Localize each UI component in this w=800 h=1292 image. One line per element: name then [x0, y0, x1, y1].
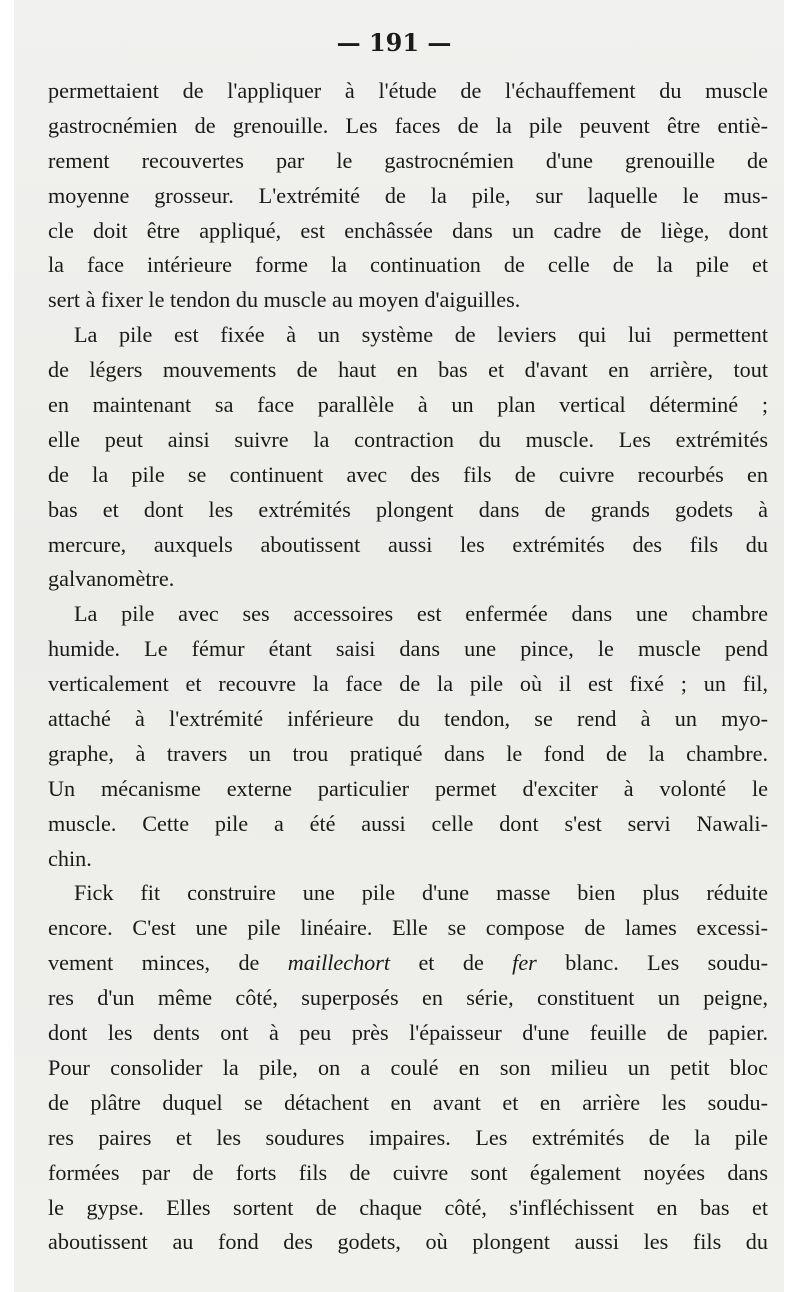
text-fragment: blanc. Les soudu- — [536, 950, 768, 976]
text-line: elle peut ainsi suivre la contraction du muscle. Les extrémités — [48, 426, 768, 452]
text-line: muscle. Cette pile a été aussi celle dont s'est servi Nawali- — [48, 810, 768, 836]
italic-term: fer — [512, 950, 537, 976]
text-line: La pile est fixée à un système de leviers qui lui permettent — [74, 322, 768, 348]
text-line: chin. — [48, 845, 92, 871]
text-line: en maintenant sa face parallèle à un plan vertical déterminé ; — [48, 392, 768, 418]
paragraph-4 — [48, 876, 768, 1260]
text-line: cle doit être appliqué, est enchâssée dans un cadre de liège, dont — [48, 217, 768, 243]
text-line: sert à fixer le tendon du muscle au moyen d'aiguilles. — [48, 287, 521, 313]
page-number: — 191 — — [336, 28, 452, 57]
body-text — [48, 74, 768, 1260]
text-line: encore. C'est une pile linéaire. Elle se compose de lames excessi- — [48, 915, 768, 941]
text-line: gastrocnémien de grenouille. Les faces de la pile peuvent être entiè- — [48, 112, 768, 138]
paragraph-2 — [48, 318, 768, 597]
text-line: Fick fit construire une pile d'une masse bien plus réduite — [74, 880, 768, 906]
text-fragment: et de — [390, 950, 513, 976]
book-page — [14, 0, 784, 1292]
text-line: bas et dont les extrémités plongent dans de grands godets à — [48, 496, 768, 522]
paragraph-1 — [48, 74, 768, 318]
text-line: moyenne grosseur. L'extrémité de la pile, sur laquelle le mus- — [48, 182, 768, 208]
text-line: galvanomètre. — [48, 566, 175, 592]
text-line: la face intérieure forme la continuation de celle de la pile et — [48, 252, 768, 278]
text-line: de plâtre duquel se détachent en avant et en arrière les soudu- — [48, 1089, 768, 1115]
text-line — [48, 946, 768, 981]
text-line: de la pile se continuent avec des fils de cuivre recourbés en — [48, 461, 768, 487]
text-line: res d'un même côté, superposés en série, constituent un peigne, — [48, 985, 768, 1011]
text-line: permettaient de l'appliquer à l'étude de l'échauffement du muscle — [48, 78, 768, 103]
text-line: La pile avec ses accessoires est enfermée dans une chambre — [74, 601, 768, 627]
text-line: humide. Le fémur étant saisi dans une pince, le muscle pend — [48, 636, 768, 662]
text-line: Pour consolider la pile, on a coulé en son milieu un petit bloc — [48, 1054, 768, 1080]
text-line: dont les dents ont à peu près l'épaisseur d'une feuille de papier. — [48, 1020, 768, 1046]
paragraph-3 — [48, 597, 768, 876]
text-line: graphe, à travers un trou pratiqué dans le fond de la chambre. — [48, 740, 768, 766]
text-line: res paires et les soudures impaires. Les extrémités de la pile — [48, 1124, 768, 1150]
text-line: le gypse. Elles sortent de chaque côté, s'infléchissent en bas et — [48, 1194, 768, 1220]
text-line: Un mécanisme externe particulier permet d'exciter à volonté le — [48, 775, 768, 801]
text-line: rement recouvertes par le gastrocnémien d'une grenouille de — [48, 147, 768, 173]
text-line: formées par de forts fils de cuivre sont également noyées dans — [48, 1159, 768, 1185]
text-line: de légers mouvements de haut en bas et d'avant en arrière, tout — [48, 357, 768, 383]
italic-term: maillechort — [287, 950, 391, 976]
text-fragment: vement minces, de — [48, 950, 288, 976]
text-line: attaché à l'extrémité inférieure du tendon, se rend à un myo- — [48, 706, 768, 732]
text-line: aboutissent au fond des godets, où plongent aussi les fils du — [48, 1229, 768, 1255]
text-line: verticalement et recouvre la face de la pile où il est fixé ; un fil, — [48, 671, 768, 697]
text-line: mercure, auxquels aboutissent aussi les extrémités des fils du — [48, 531, 768, 557]
